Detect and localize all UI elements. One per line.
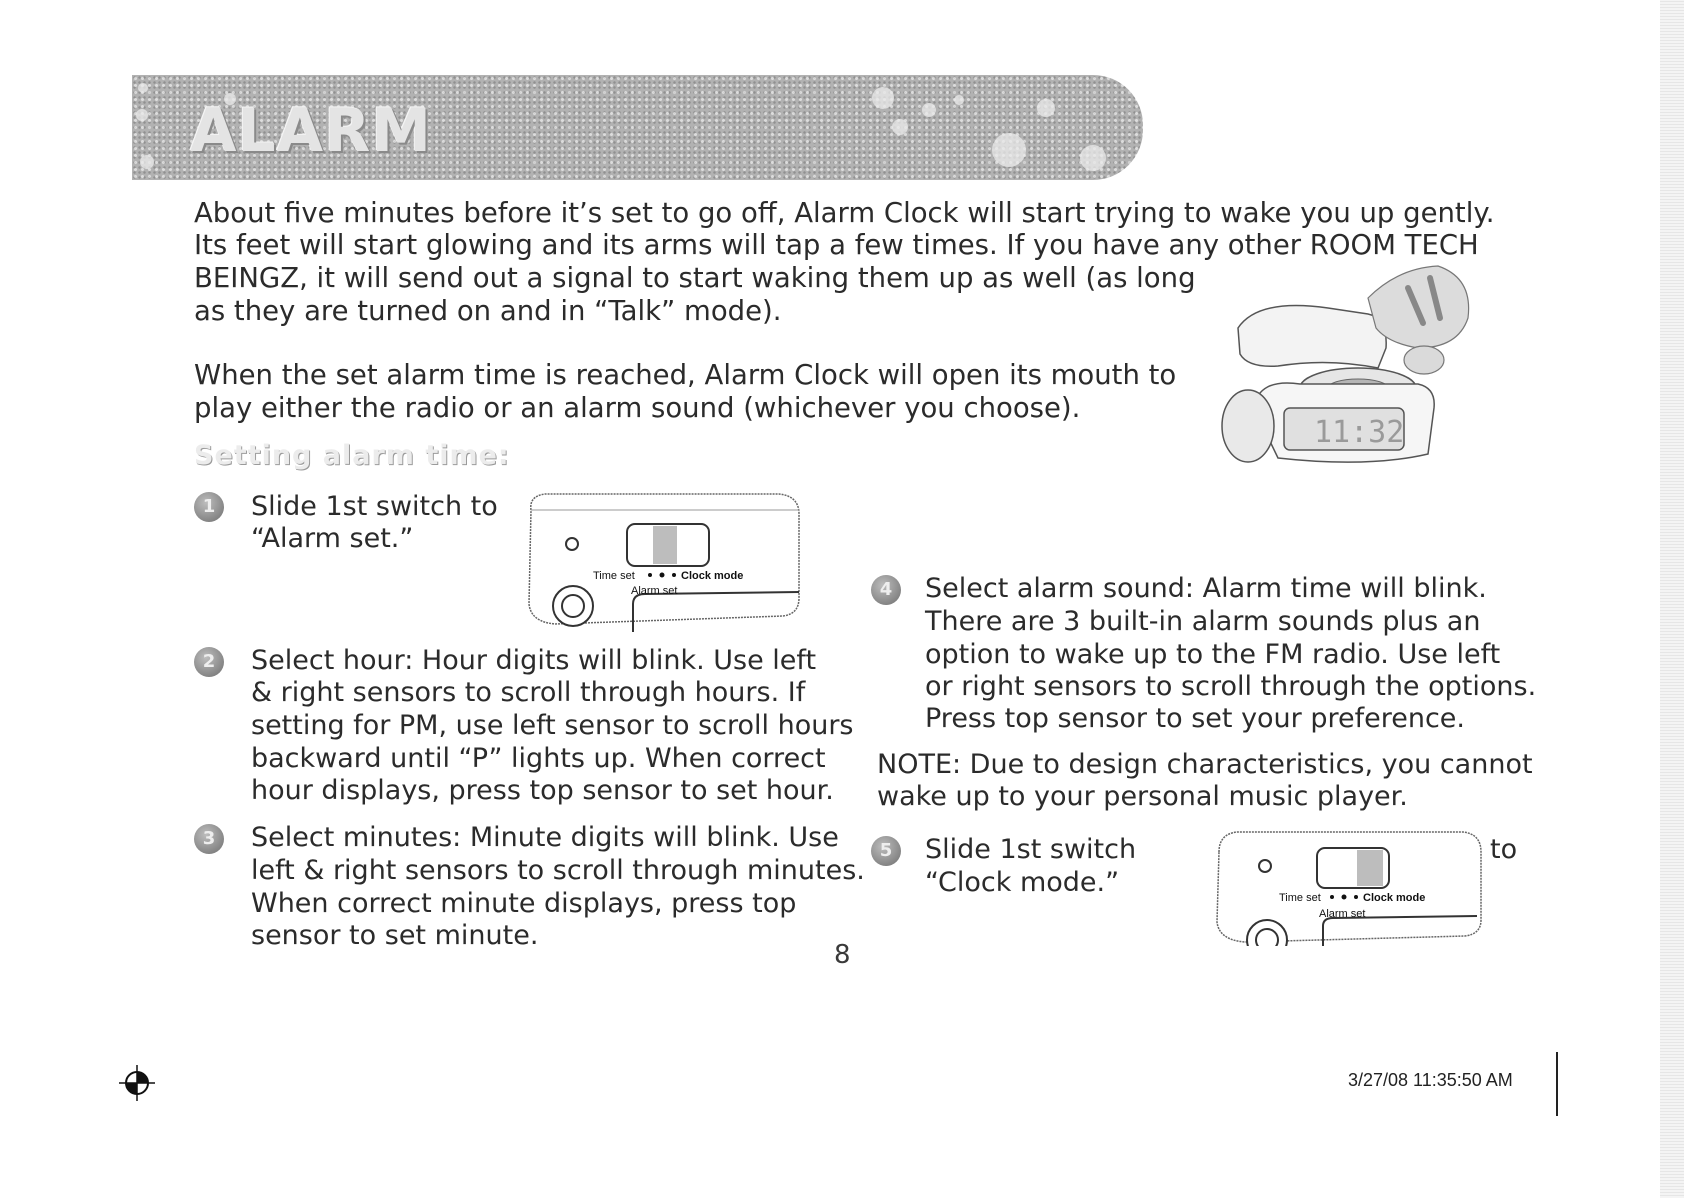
step-1-line-2: “Alarm set.” bbox=[251, 523, 414, 554]
intro-line-4: as they are turned on and in “Talk” mode). bbox=[194, 295, 782, 327]
time-set-label-2: Time set bbox=[1279, 892, 1321, 904]
step-1-number: 1 bbox=[194, 492, 224, 522]
time-set-label: Time set bbox=[593, 570, 635, 582]
step-4-line-4: or right sensors to scroll through the options. bbox=[925, 671, 1537, 702]
setting-alarm-heading: Setting alarm time: bbox=[194, 440, 510, 471]
step-3-number: 3 bbox=[194, 824, 224, 854]
switch-diagram-alarm-set bbox=[515, 488, 805, 632]
step-2-line-1: Select hour: Hour digits will blink. Use left bbox=[251, 645, 817, 676]
intro-line-3: BEINGZ, it will send out a signal to start waking them up as well (as long bbox=[194, 262, 1196, 294]
switch-diagram-clock-mode bbox=[1205, 826, 1487, 946]
step-2-line-4: backward until “P” lights up. When correct bbox=[251, 743, 826, 774]
alarm-set-label: Alarm set bbox=[631, 585, 678, 597]
registration-mark-icon bbox=[119, 1065, 155, 1101]
page-edge-strip bbox=[1660, 0, 1684, 1198]
step-5-number: 5 bbox=[871, 836, 901, 866]
note-line-1: NOTE: Due to design characteristics, you cannot bbox=[877, 749, 1533, 780]
alarm-set-label-2: Alarm set bbox=[1319, 908, 1366, 920]
clock-mode-label: Clock mode bbox=[681, 570, 744, 582]
step-2-number: 2 bbox=[194, 647, 224, 677]
clock-mode-label-2: Clock mode bbox=[1363, 892, 1426, 904]
step-2-line-5: hour displays, press top sensor to set hour. bbox=[251, 775, 834, 806]
step-3-line-1: Select minutes: Minute digits will blink. Use bbox=[251, 822, 839, 853]
step-4-line-3: option to wake up to the FM radio. Use left bbox=[925, 639, 1501, 670]
step-5-line-1: Slide 1st switch bbox=[925, 834, 1137, 865]
intro-line-1: About five minutes before it’s set to go off, Alarm Clock will start trying to wake you up gently. bbox=[194, 197, 1495, 229]
crop-rule bbox=[1556, 1052, 1558, 1116]
step-3-line-4: sensor to set minute. bbox=[251, 920, 539, 951]
page-title: ALARM bbox=[190, 96, 433, 166]
step-4-line-2: There are 3 built-in alarm sounds plus an bbox=[925, 606, 1481, 637]
step-3-line-2: left & right sensors to scroll through minutes. bbox=[251, 855, 865, 886]
step-5-trailing: to bbox=[1490, 834, 1518, 865]
alarm-line-2: play either the radio or an alarm sound (whichever you choose). bbox=[194, 392, 1081, 424]
step-4-line-1: Select alarm sound: Alarm time will blink. bbox=[925, 573, 1487, 604]
alarm-clock-illustration bbox=[1218, 258, 1480, 494]
note-line-2: wake up to your personal music player. bbox=[877, 781, 1408, 812]
clock-display-readout: 11:32 bbox=[1314, 415, 1405, 450]
step-4-line-5: Press top sensor to set your preference. bbox=[925, 703, 1465, 734]
step-4-number: 4 bbox=[871, 575, 901, 605]
print-timestamp: 3/27/08 11:35:50 AM bbox=[1348, 1070, 1513, 1090]
step-5-line-2: “Clock mode.” bbox=[925, 867, 1120, 898]
step-3-line-3: When correct minute displays, press top bbox=[251, 888, 797, 919]
page-number: 8 bbox=[834, 940, 851, 970]
intro-line-2: Its feet will start glowing and its arms will tap a few times. If you have any other ROOM TECH bbox=[194, 229, 1479, 261]
step-2-line-3: setting for PM, use left sensor to scroll hours bbox=[251, 710, 854, 741]
step-1-line-1: Slide 1st switch to bbox=[251, 491, 498, 522]
alarm-line-1: When the set alarm time is reached, Alarm Clock will open its mouth to bbox=[194, 359, 1177, 391]
step-2-line-2: & right sensors to scroll through hours. If bbox=[251, 677, 806, 708]
